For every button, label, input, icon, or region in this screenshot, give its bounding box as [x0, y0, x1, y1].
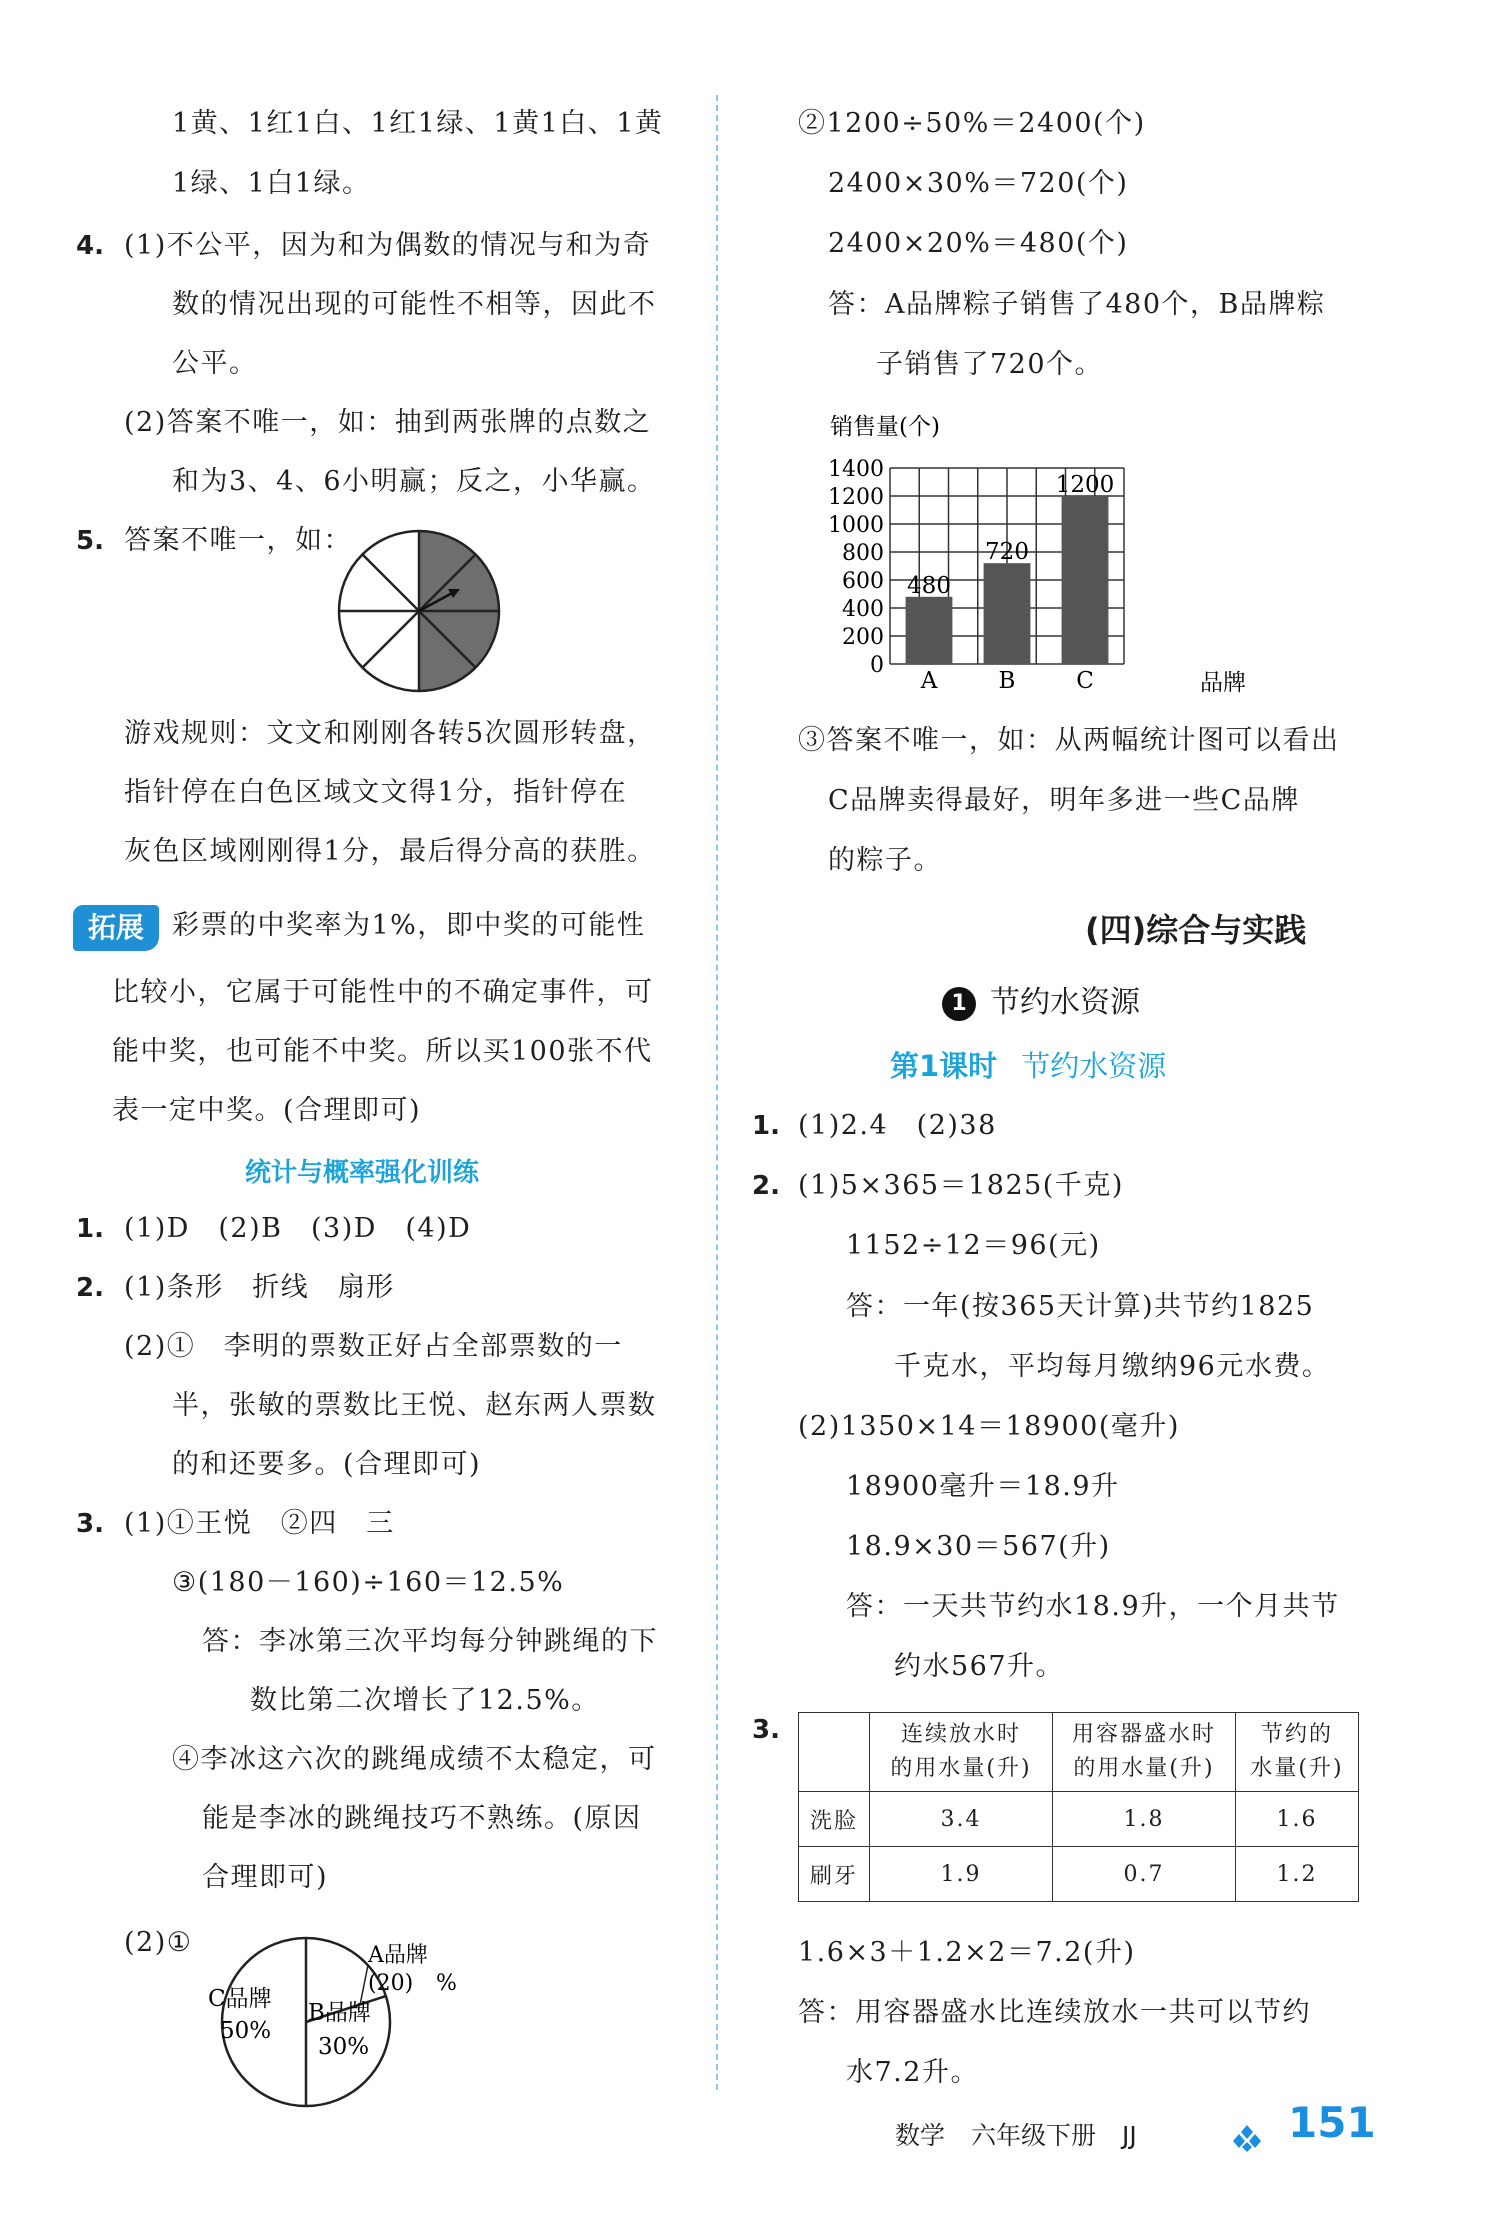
text-line: 游戏规则：文文和刚刚各转5次圆形转盘，: [124, 718, 656, 749]
text-line: (1)①王悦 ②四 三: [124, 1508, 395, 1539]
table-cell: 洗脸: [799, 1792, 870, 1847]
extension-badge: 拓展: [73, 905, 159, 951]
chart-y-tick-label: 200: [842, 625, 884, 650]
text-line: 答：用容器盛水比连续放水一共可以节约: [798, 1997, 1311, 2028]
text-line: 能是李冰的跳绳技巧不熟练。(原因: [202, 1803, 642, 1834]
chart-y-tick-label: 0: [870, 653, 884, 678]
page-number: 151: [1288, 2098, 1376, 2147]
chart-data-label: 1200: [1055, 472, 1115, 498]
text-line: 2400×30%＝720(个): [828, 168, 1129, 199]
text-line: 合理即可): [202, 1862, 329, 1893]
question-number: 2.: [752, 1171, 780, 1201]
text-line: 1绿、1白1绿。: [172, 168, 371, 199]
text-line: 能中奖，也可能不中奖。所以买100张不代: [112, 1036, 653, 1067]
chart-data-label: 720: [985, 539, 1029, 566]
chart-y-tick-label: 600: [842, 569, 884, 594]
text-line: 的和还要多。(合理即可): [172, 1449, 482, 1480]
question-number: 1.: [752, 1111, 780, 1141]
text-line: 指针停在白色区域文文得1分，指针停在: [124, 777, 628, 808]
chart-data-label: 480: [907, 572, 951, 599]
text-line: (1)D (2)B (3)D (4)D: [124, 1213, 472, 1244]
question-number: 3.: [752, 1715, 780, 1745]
footer-subject: 数学: [895, 2121, 946, 2150]
table-cell: 1.6: [1236, 1792, 1359, 1847]
chart-y-tick-label: 1200: [828, 485, 884, 510]
text-line: 1.6×3＋1.2×2＝7.2(升): [798, 1937, 1136, 1968]
diamond-icon: [1232, 2123, 1262, 2153]
question-number: 1.: [76, 1214, 104, 1244]
chart-x-tick-label: C: [1076, 668, 1094, 694]
text-line: (2)答案不唯一，如：抽到两张牌的点数之: [124, 407, 652, 438]
footer-info: [895, 2116, 1137, 2152]
text-line: 答：李冰第三次平均每分钟跳绳的下: [202, 1626, 658, 1657]
chart-y-axis-label: 销售量(个): [830, 414, 940, 440]
subsection-number: 1: [942, 987, 976, 1021]
text-line: 公平。: [172, 348, 258, 379]
question-number: 2.: [76, 1273, 104, 1303]
text-line: 答：一年(按365天计算)共节约1825: [846, 1291, 1315, 1322]
text-line: 和为3、4、6小明赢；反之，小华赢。: [172, 466, 656, 497]
text-line: 表一定中奖。(合理即可): [112, 1095, 422, 1126]
text-line: (1)不公平，因为和为偶数的情况与和为奇: [124, 230, 652, 261]
chart-y-tick-label: 1400: [828, 457, 884, 482]
table-cell: 3.4: [870, 1792, 1053, 1847]
text-line: 18.9×30＝567(升): [846, 1531, 1111, 1562]
text-line: (1)条形 折线 扇形: [124, 1272, 395, 1303]
table-header-empty: [799, 1713, 870, 1792]
pie-value-b: 30%: [318, 2034, 370, 2060]
text-line: ③(180－160)÷160＝12.5%: [172, 1567, 565, 1598]
pie-value-a: (20): [368, 1971, 414, 1996]
text-line: 18900毫升＝18.9升: [846, 1471, 1120, 1502]
label-leader-line: [360, 1965, 368, 2005]
table-cell: 1.9: [870, 1847, 1053, 1902]
bar-chart: [820, 400, 1270, 705]
pie-label-a: A品牌: [368, 1943, 428, 1968]
table-header: 用容器盛水时 的用水量(升): [1053, 1713, 1236, 1792]
chart-bar: [984, 563, 1031, 664]
text-line: ③答案不唯一，如：从两幅统计图可以看出: [798, 725, 1340, 756]
text-line: 彩票的中奖率为1%，即中奖的可能性: [172, 910, 646, 941]
question-number: 5.: [76, 526, 104, 556]
text-line: 2400×20%＝480(个): [828, 228, 1129, 259]
text-line: 半，张敏的票数比王悦、赵东两人票数: [172, 1390, 657, 1421]
text-line: 答：A品牌粽子销售了480个，B品牌粽: [828, 289, 1326, 320]
text-line: 答：一天共节约水18.9升，一个月共节: [846, 1591, 1340, 1622]
pie-label-c: C品牌: [208, 1986, 272, 2012]
text-line: 比较小，它属于可能性中的不确定事件，可: [112, 977, 654, 1008]
text-line: (1)5×365＝1825(千克): [798, 1170, 1124, 1201]
chart-bar: [1062, 496, 1109, 664]
question-number: 3.: [76, 1509, 104, 1539]
pie-unit-a: %: [436, 1971, 457, 1996]
chart-x-tick-label: B: [998, 668, 1016, 694]
text-line: 千克水，平均每月缴纳96元水费。: [894, 1351, 1331, 1382]
chart-bar: [906, 597, 953, 664]
text-line: 1152÷12＝96(元): [846, 1230, 1101, 1261]
table-header: 节约的 水量(升): [1236, 1713, 1359, 1792]
text-line: (2)① 李明的票数正好占全部票数的一: [124, 1331, 623, 1362]
footer-edition: JJ: [1122, 2121, 1137, 2150]
text-line: 约水567升。: [894, 1651, 1065, 1682]
water-table: [798, 1712, 1359, 1902]
lesson-number: 第1课时: [890, 1049, 998, 1083]
part-title: (四)综合与实践: [1085, 911, 1307, 949]
question-number: 4.: [76, 231, 104, 261]
lesson-title: [890, 1044, 1166, 1085]
lesson-label: 节约水资源: [1021, 1049, 1167, 1083]
subsection-label: 节约水资源: [990, 985, 1140, 1020]
text-line: (1)2.4 (2)38: [798, 1110, 997, 1141]
text-line: (2)①: [124, 1927, 193, 1958]
table-cell: 1.8: [1053, 1792, 1236, 1847]
chart-x-axis-label: 品牌: [1200, 670, 1246, 696]
text-line: (2)1350×14＝18900(毫升): [798, 1411, 1180, 1442]
text-line: 数的情况出现的可能性不相等，因此不: [172, 289, 657, 320]
text-line: 1黄、1红1白、1红1绿、1黄1白、1黄: [172, 108, 664, 139]
column-divider: [716, 95, 718, 2090]
chart-y-tick-label: 400: [842, 597, 884, 622]
text-line: 水7.2升。: [846, 2057, 979, 2088]
table-cell: 1.2: [1236, 1847, 1359, 1902]
text-line: ④李冰这六次的跳绳成绩不太稳定，可: [172, 1744, 657, 1775]
pie-chart: [200, 1920, 480, 2110]
table-row: [799, 1847, 1359, 1902]
text-line: 灰色区域刚刚得1分，最后得分高的获胜。: [124, 836, 656, 867]
chart-y-tick-label: 1000: [828, 513, 884, 538]
footer-grade: 六年级下册: [971, 2121, 1097, 2150]
pie-value-c: 50%: [220, 2018, 272, 2044]
table-cell: 0.7: [1053, 1847, 1236, 1902]
chart-x-tick-label: A: [920, 668, 938, 694]
chart-y-tick-label: 800: [842, 541, 884, 566]
pie-label-b: B品牌: [308, 2000, 371, 2026]
text-line: 子销售了720个。: [876, 349, 1104, 380]
text-line: 答案不唯一，如：: [124, 525, 352, 556]
subsection-title: [942, 977, 1140, 1021]
text-line: ②1200÷50%＝2400(个): [798, 108, 1146, 139]
text-line: 数比第二次增长了12.5%。: [250, 1685, 600, 1716]
text-line: 的粽子。: [828, 845, 942, 876]
table-cell: 刷牙: [799, 1847, 870, 1902]
section-title: 统计与概率强化训练: [245, 1158, 480, 1188]
text-line: C品牌卖得最好，明年多进一些C品牌: [828, 785, 1300, 816]
table-header: 连续放水时 的用水量(升): [870, 1713, 1053, 1792]
table-row: [799, 1792, 1359, 1847]
spinner-diagram: [336, 528, 502, 694]
